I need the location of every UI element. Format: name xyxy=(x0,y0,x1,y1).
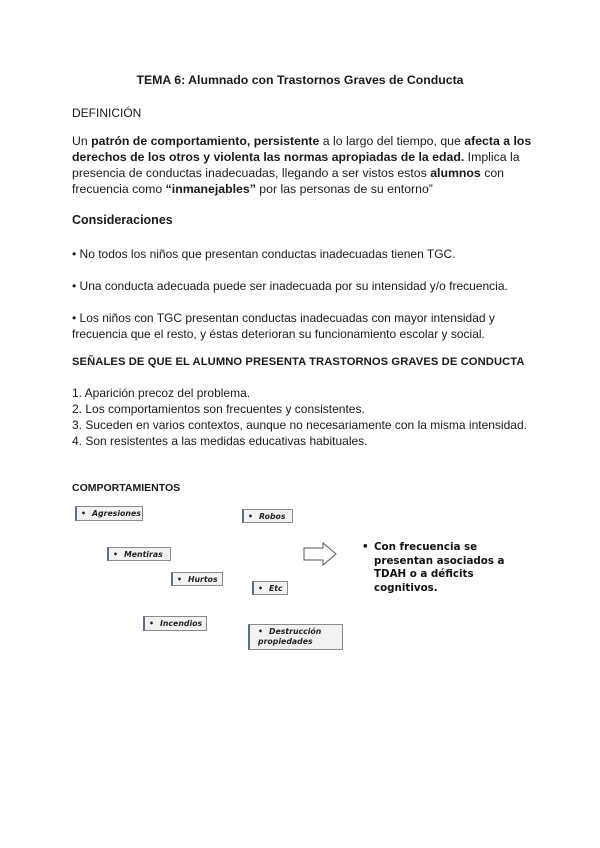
behavior-box-hurtos xyxy=(171,572,223,586)
bullet-mentiras: • xyxy=(113,550,118,559)
label-etc: Etc xyxy=(268,584,283,593)
behavior-box-destruccion xyxy=(248,624,343,650)
bullet-agresiones: • xyxy=(81,509,86,518)
signal-item-2: 2. Los comportamientos son frecuentes y consistentes. xyxy=(72,402,365,416)
label-robos: Robos xyxy=(258,512,286,521)
label-agresiones: Agresiones xyxy=(91,509,141,518)
signal-item-1: 1. Aparición precoz del problema. xyxy=(72,386,251,400)
behavior-box-agresiones xyxy=(75,506,143,521)
bullet-hurtos: • xyxy=(177,575,182,584)
definition-text-5: por las personas de su entorno” xyxy=(255,182,433,196)
bullet-robos: • xyxy=(248,512,253,521)
behavior-box-robos xyxy=(242,509,293,523)
definition-bold-2: afecta a los derechos de los otros y violenta las normas apropiadas de la edad. xyxy=(72,134,532,164)
page-title: TEMA 6: Alumnado con Trastornos Graves de Conducta xyxy=(136,73,464,87)
signal-item-3: 3. Suceden en varios contextos, aunque no necesariamente con la misma intensidad. xyxy=(72,418,527,432)
bullet-destruccion: • xyxy=(258,627,263,636)
definition-paragraph xyxy=(72,133,532,197)
signals-heading: SEÑALES DE QUE EL ALUMNO PRESENTA TRASTORNOS GRAVES DE CONDUCTA xyxy=(72,356,525,368)
definition-text-1: Un xyxy=(72,134,92,148)
right-arrow-icon xyxy=(303,542,337,566)
definition-label: DEFINICIÓN xyxy=(72,106,142,120)
definition-text-3: Implica la presencia de conductas inadecuadas, llegando a ser vistos estos xyxy=(72,150,520,180)
definition-bold-1: patrón de comportamiento, persistente xyxy=(91,134,320,148)
label-hurtos: Hurtos xyxy=(187,575,218,584)
bullet-incendios: • xyxy=(149,619,154,628)
behavior-box-etc xyxy=(252,581,288,595)
definition-bold-3: alumnos xyxy=(430,166,481,180)
behavior-box-mentiras xyxy=(107,547,171,561)
definition-text-2: a lo largo del tiempo, que xyxy=(319,134,465,148)
signal-item-4: 4. Son resistentes a las medidas educativas habituales. xyxy=(72,434,368,448)
signals-list xyxy=(72,385,532,449)
definition-bold-4: “inmanejables” xyxy=(165,182,256,196)
consideration-item-3: • Los niños con TGC presentan conductas inadecuadas con mayor intensidad y frecuencia que el resto, y éstas deterioran su funcionamiento escolar y social. xyxy=(72,311,495,341)
behavior-box-incendios xyxy=(143,616,207,631)
bullet-etc: • xyxy=(258,584,263,593)
label-mentiras: Mentiras xyxy=(123,550,163,559)
note-text: Con frecuencia se presentan asociados a TDAH o a déficits cognitivos. xyxy=(374,541,505,594)
consideration-item-1: • No todos los niños que presentan conductas inadecuadas tienen TGC. xyxy=(72,247,456,261)
label-incendios: Incendios xyxy=(159,619,203,628)
considerations-heading: Consideraciones xyxy=(72,213,173,227)
label-destruccion: Destrucción propiedades xyxy=(258,627,322,646)
consideration-item-2: • Una conducta adecuada puede ser inadecuada por su intensidad y/o frecuencia. xyxy=(72,279,508,293)
association-note xyxy=(362,541,532,595)
definition-text-4: con frecuencia como xyxy=(72,166,505,196)
note-bullet: • xyxy=(362,541,369,553)
behaviors-heading: COMPORTAMIENTOS xyxy=(72,482,181,494)
